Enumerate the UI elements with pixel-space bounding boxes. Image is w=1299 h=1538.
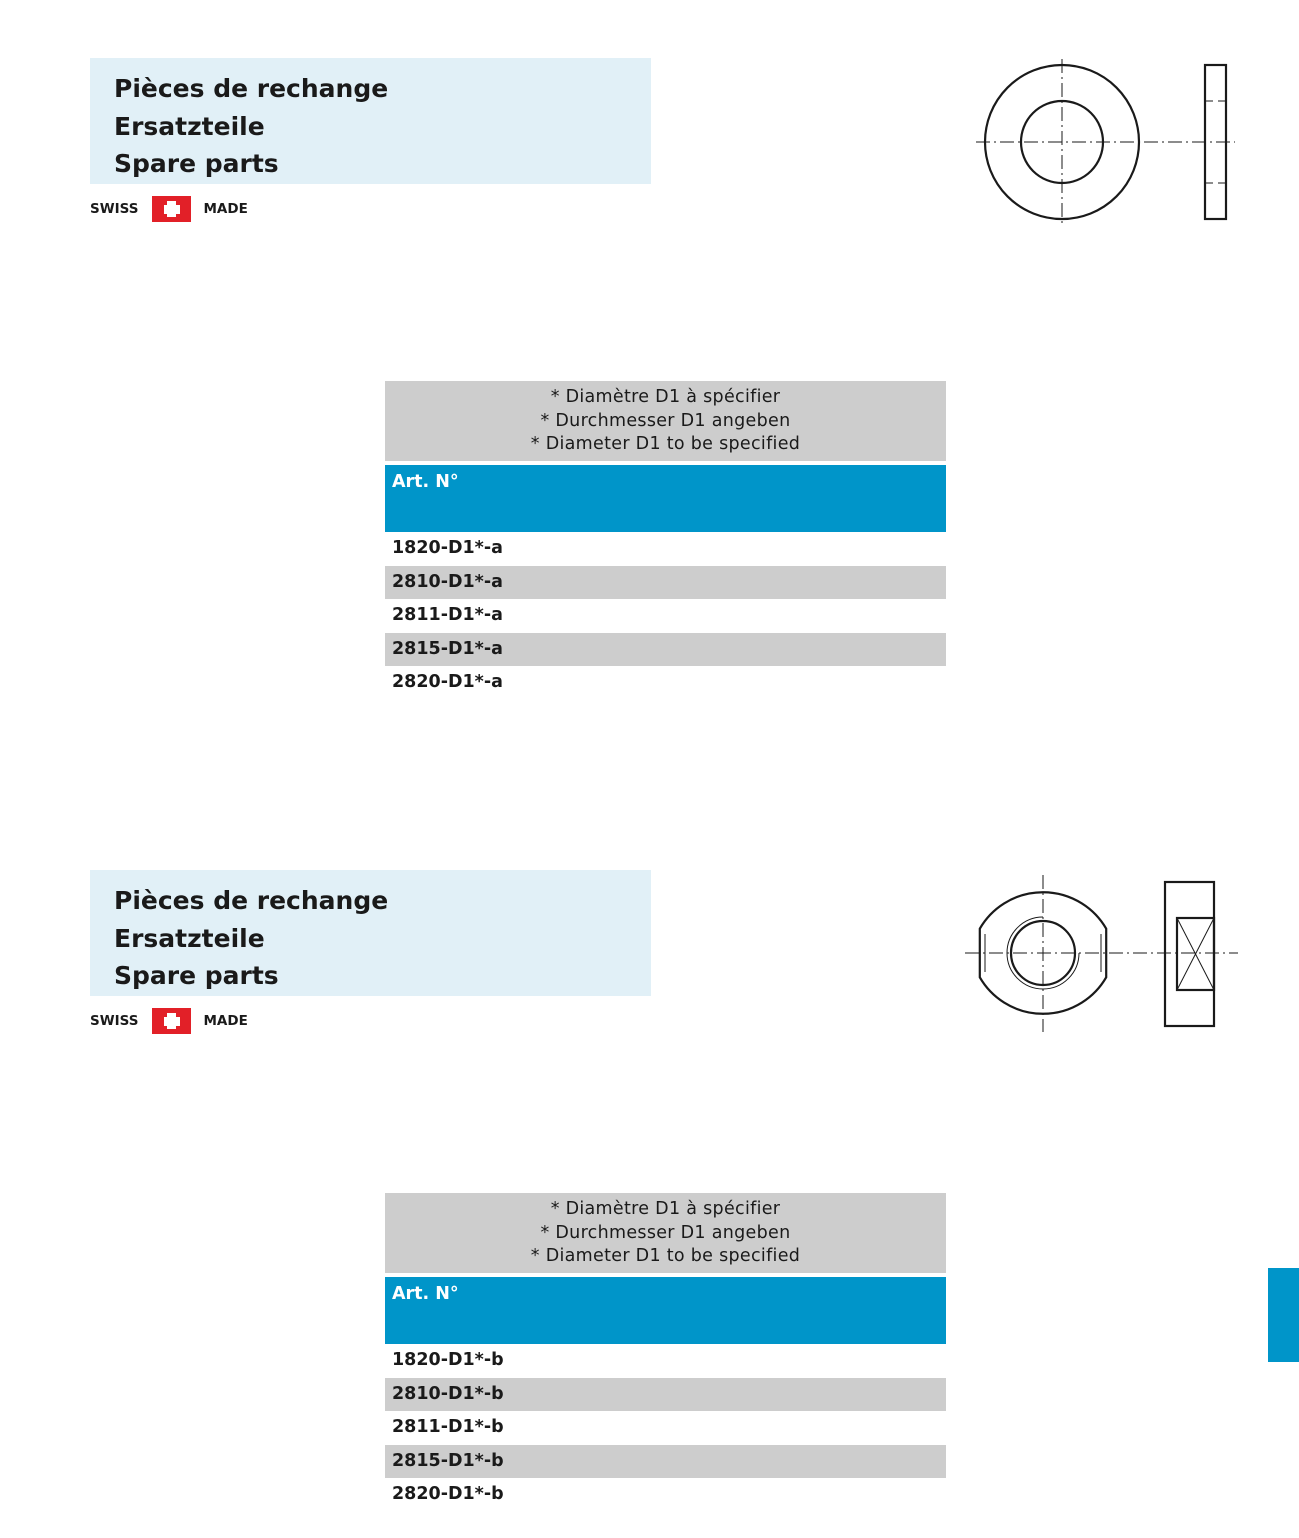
table-row: 2820-D1*-a	[392, 672, 503, 692]
section-1-title-box	[90, 58, 651, 184]
swiss-made-label	[90, 196, 248, 222]
section-2-title-box	[90, 870, 651, 996]
table-row: 2815-D1*-a	[385, 633, 946, 667]
title-de: Ersatzteile	[114, 111, 265, 141]
made-text: MADE	[203, 201, 248, 217]
note-en: * Diameter D1 to be specified	[530, 1246, 801, 1266]
swiss-text: SWISS	[90, 1013, 139, 1029]
table-row: 1820-D1*-b	[392, 1350, 504, 1370]
swiss-flag-icon	[152, 1008, 191, 1034]
title-en: Spare parts	[114, 149, 279, 178]
flat-washer-drawing-icon	[960, 55, 1250, 230]
table-row: 2810-D1*-b	[385, 1378, 946, 1412]
note-de: * Durchmesser D1 angeben	[540, 1222, 791, 1243]
note-fr: * Diamètre D1 à spécifier	[550, 1199, 781, 1219]
section-tab-marker	[1268, 1268, 1299, 1362]
diameter-note	[385, 381, 946, 461]
title-fr: Pièces de rechange	[114, 74, 389, 103]
swiss-made-label	[90, 1008, 248, 1034]
note-fr: * Diamètre D1 à spécifier	[550, 387, 781, 407]
table-row: 2811-D1*-a	[392, 605, 503, 625]
table-row: 2810-D1*-a	[385, 566, 946, 600]
swiss-text: SWISS	[90, 201, 139, 217]
made-text: MADE	[203, 1013, 248, 1029]
art-no-header: Art. N°	[385, 1277, 946, 1344]
section-2-table	[385, 1193, 946, 1512]
title-en: Spare parts	[114, 961, 279, 990]
title-de: Ersatzteile	[114, 923, 265, 953]
note-en: * Diameter D1 to be specified	[530, 434, 801, 454]
art-no-header: Art. N°	[385, 465, 946, 532]
table-row: 2815-D1*-b	[385, 1445, 946, 1479]
table-row: 2811-D1*-b	[392, 1417, 504, 1437]
swiss-flag-icon	[152, 196, 191, 222]
table-row: 1820-D1*-a	[392, 538, 503, 558]
flatted-washer-drawing-icon	[960, 872, 1250, 1037]
diameter-note	[385, 1193, 946, 1273]
note-de: * Durchmesser D1 angeben	[540, 410, 791, 431]
table-row: 2820-D1*-b	[392, 1484, 504, 1504]
section-1-table	[385, 381, 946, 700]
title-fr: Pièces de rechange	[114, 886, 389, 915]
